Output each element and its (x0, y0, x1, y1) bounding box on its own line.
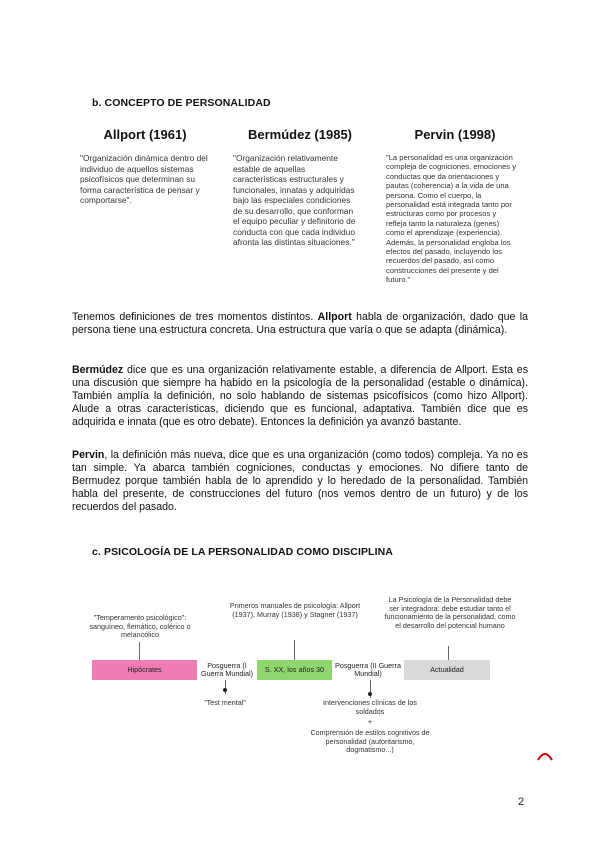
connector-actualidad (448, 646, 449, 660)
bullet-intervenciones (368, 692, 372, 696)
definition-allport: "Organización dinámica dentro del individuo de aquellos sistemas psicofísicos que determinan su forma característica de pensar y comportarse". (80, 153, 208, 205)
author-title-bermudez: Bermúdez (1985) (247, 127, 353, 142)
paragraph-bold-allport: Allport (317, 311, 352, 323)
annotation-plus: + (367, 717, 373, 726)
paragraph-allport (72, 311, 528, 337)
timeline-segment-posguerra-1: Posguerra (I Guerra Mundial) (197, 660, 257, 680)
annotation-intervenciones: Intervenciones clínicas de los soldados (323, 698, 417, 716)
arc-mark-icon (536, 750, 554, 762)
annotation-manuales: Primeros manuales de psicología: Allport (1937), Murray (1938) y Stagner (1937) (229, 601, 361, 619)
author-title-pervin: Pervin (1998) (414, 127, 496, 142)
timeline-segment-anos-30: S. XX, los años 30 (257, 660, 332, 680)
connector-temperamento (139, 642, 140, 660)
connector-manuales (294, 640, 295, 660)
annotation-estilos: Comprensión de estilos cognitivos de personalidad (autoritarismo, dogmatismo...) (310, 728, 430, 755)
paragraph-bermudez (72, 364, 528, 429)
annotation-test-mental: "Test mental" (204, 698, 246, 707)
intro-sentence: Tenemos definiciones de tres momentos distintos. (72, 311, 318, 323)
timeline-segment-actualidad: Actualidad (404, 660, 490, 680)
paragraph-pervin (72, 449, 528, 514)
author-title-allport: Allport (1961) (103, 127, 187, 142)
page-number: 2 (518, 796, 525, 808)
annotation-temperamento: "Temperamento psicológico": sanguíneo, flemático, colérico o melancólico (89, 613, 191, 640)
timeline-segment-posguerra-2: Posguerra (II Guerra Mundial) (332, 660, 404, 680)
section-b-heading: b. CONCEPTO DE PERSONALIDAD (92, 97, 271, 109)
bullet-test-mental (223, 688, 227, 692)
annotation-actualidad: La Psicología de la Personalidad debe ser integradora: debe estudiar tanto el funcionamiento de la personalidad, como el desarrollo del potencial humano (384, 595, 516, 630)
paragraph-bold-pervin: Pervin (72, 449, 105, 461)
definition-bermudez: "Organización relativamente estable de aquellas características estructurales y funcionales, innatas y adquiridas bajo las especiales condiciones de su desarrollo, que conforman el equipo peculiar y definitorio de conducta con que cada individuo afronta las distintas situaciones." (233, 153, 356, 247)
definition-pervin: "La personalidad es una organización compleja de cogniciones, emociones y conductas que da orientaciones y pautas (coherencia) a la vida de una persona. Como el cuerpo, la personalidad está integrada tanto por estructuras como por procesos y refleja tanto la naturaleza (genes) como el aprendizaje (experiencia). Además, la personalidad engloba los efectos del pasado, incluyendo los recuerdos del pasado, así como construcciones del presente y del futuro." (386, 153, 517, 285)
section-c-heading: c. PSICOLOGÍA DE LA PERSONALIDAD COMO DISCIPLINA (92, 546, 393, 558)
timeline-segment-hipocrates: Hipócrates (92, 660, 197, 680)
paragraph-text-pervin: , la definición más nueva, dice que es una organización (como todos) compleja. Ya no es tan simple. Ya abarca también cogniciones, conductas y emociones. No difiere tanto de Bermudez porque también habla de lo aprendido y lo heredado de la personalidad. También habla del presente, de construcciones del futuro (nos vemos dentro de un futuro) y de los recuerdos del pasado. (72, 449, 528, 513)
paragraph-text-allport: habla de organización, dado que la persona tiene una estructura concreta. Una estructura que varía o que se adapta (dinámica). (72, 311, 528, 336)
paragraph-text-bermudez: dice que es una organización relativamente estable, a diferencia de Allport. Esta es una discusión que siempre ha habido en la psicología de la personalidad (estable o dinámica). También amplía la definición, no solo hablando de sistemas psicofísicos (como hizo Allport). Alude a otras características, diciendo que es funcional, adaptativa. También dice que es adquirida e innata (que es otro debate). Entonces la definición ya avanzó bastante. (72, 364, 528, 428)
paragraph-bold-bermudez: Bermúdez (72, 364, 124, 376)
